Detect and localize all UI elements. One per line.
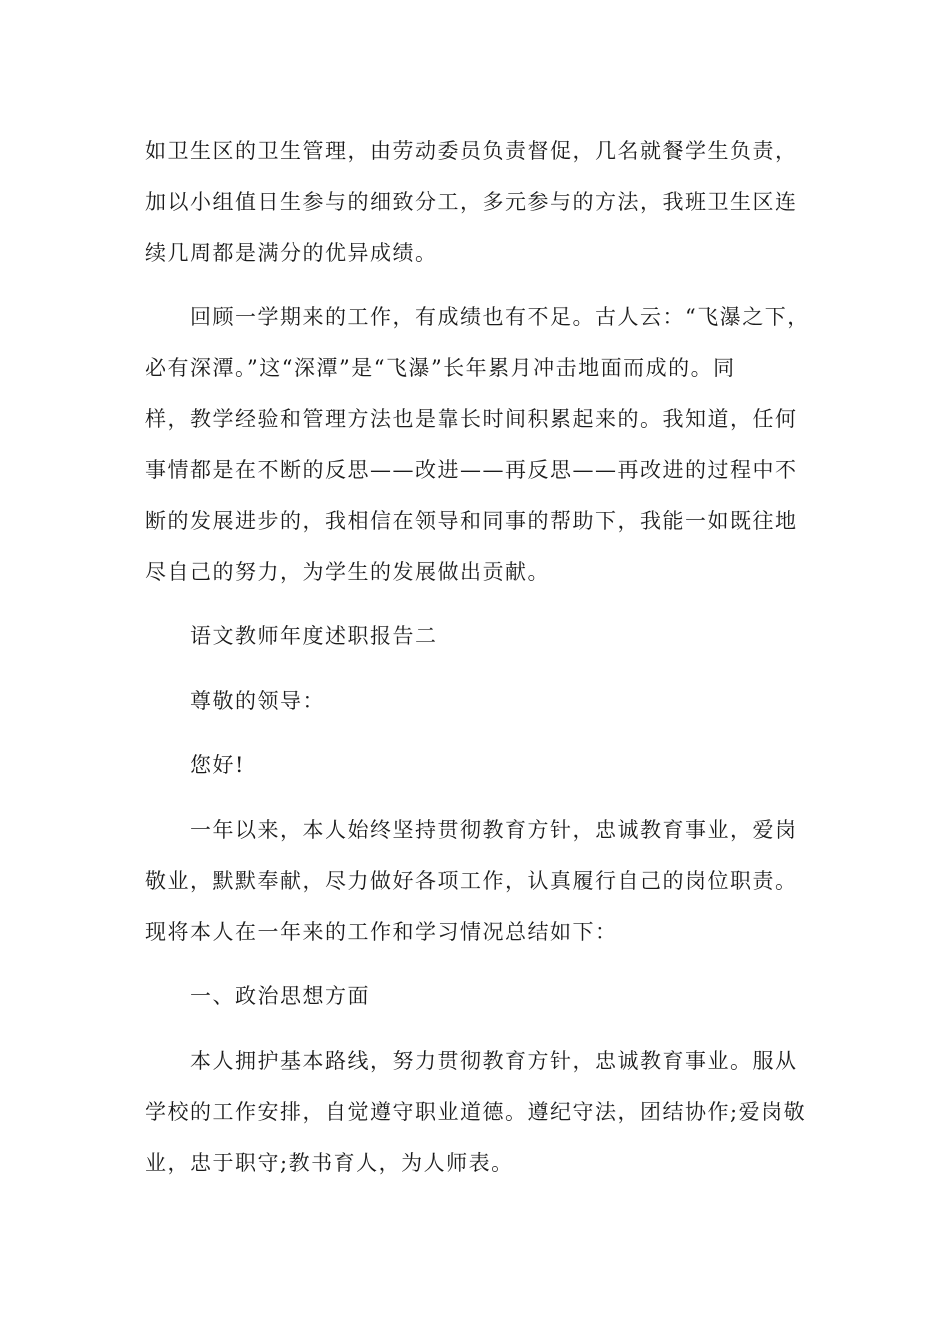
paragraph-line: 学校的工作安排，自觉遵守职业道德。遵纪守法，团结协作;爱岗敬 [145, 1100, 807, 1124]
paragraph-line: 现将本人在一年来的工作和学习情况总结如下： [145, 920, 618, 944]
paragraph-line: 断的发展进步的，我相信在领导和同事的帮助下，我能一如既往地 [145, 509, 798, 533]
paragraph-line: 尽自己的努力，为学生的发展做出贡献。 [145, 560, 550, 584]
salutation: 尊敬的领导： [190, 689, 325, 713]
paragraph-line: 样，教学经验和管理方法也是靠长时间积累起来的。我知道，任何 [145, 407, 798, 431]
paragraph-line: 业，忠于职守;教书育人，为人师表。 [145, 1151, 514, 1175]
paragraph-line: 事情都是在不断的反思——改进——再反思——再改进的过程中不 [145, 458, 798, 482]
greeting: 您好! [190, 753, 245, 777]
paragraph-line: 必有深潭。”这“深潭”是“飞瀑”长年累月冲击地面而成的。同 [145, 356, 736, 380]
section-title: 语文教师年度述职报告二 [190, 624, 438, 648]
paragraph-line: 本人拥护基本路线，努力贯彻教育方针，忠诚教育事业。服从 [190, 1049, 798, 1073]
paragraph-line: 如卫生区的卫生管理，由劳动委员负责督促，几名就餐学生负责， [145, 139, 798, 163]
paragraph-line: 敬业，默默奉献，尽力做好各项工作，认真履行自己的岗位职责。 [145, 869, 798, 893]
section-heading: 一、政治思想方面 [190, 984, 370, 1008]
paragraph-line: 回顾一学期来的工作，有成绩也有不足。古人云：“飞瀑之下， [190, 305, 810, 329]
paragraph-line: 一年以来，本人始终坚持贯彻教育方针，忠诚教育事业，爱岗 [190, 818, 798, 842]
paragraph-line: 续几周都是满分的优异成绩。 [145, 241, 438, 265]
paragraph-line: 加以小组值日生参与的细致分工，多元参与的方法，我班卫生区连 [145, 190, 798, 214]
